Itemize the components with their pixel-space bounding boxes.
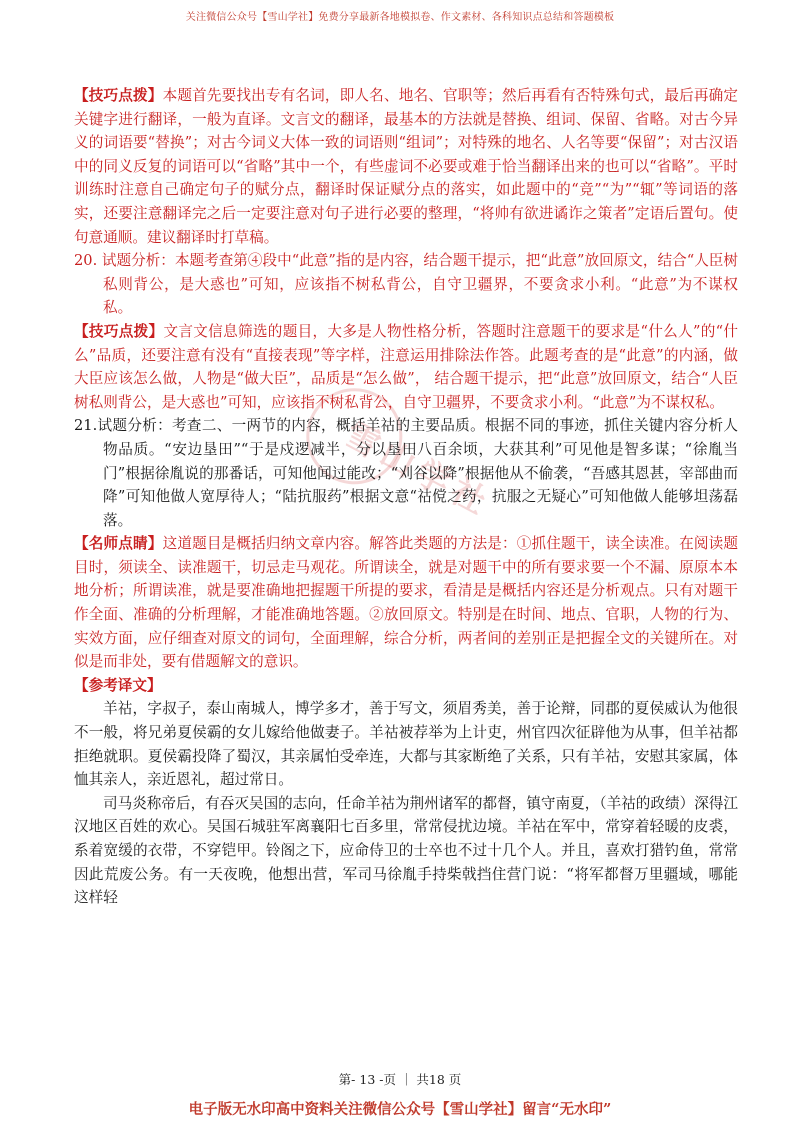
footer-note: 电子版无水印高中资料关注微信公众号【雪山学社】留言“无水印” [188, 1101, 612, 1118]
paragraph-text: 本题首先要找出专有名词，即人名、地名、官职等；然后再看有否特殊句式，最后再确定关键字进行翻译，一般为直译。文言文的翻译，最基本的方法就是替换、组词、保留、省略。对古今异义的词语要“替换”；对古今词义大体一致的词语则“组词”；对特殊的地名、人名等要“保留”；对古汉语中的同义反复的词语可以“省略”其中一个，有些虚词不必要或难于恰当翻译出来的也可以“省略”。平时训练时注意自己确定句子的赋分点，翻译时保证赋分点的落实，如此题中的“竞”“为”“辄”等词语的落实，还要注意翻译完之后一定要注意对句子进行必要的整理，“将帅有欲进谲诈之策者”定语后置句。使句意通顺。建议翻译时打草稿。 [74, 87, 738, 246]
paragraph-text: 羊祜，字叔子，泰山南城人，博学多才，善于写文，须眉秀美，善于论辩，同郡的夏侯威认为他很不一般，将兄弟夏侯霸的女儿嫁给他做妻子。羊祜被荐举为上计吏，州官四次征辟他为从事，但羊祜都拒绝就职。夏侯霸投降了蜀汉，其亲属怕受牵连，大都与其家断绝了关系，只有羊祜，安慰其家属，体恤其亲人，亲近恩礼，超过常日。 [74, 700, 738, 789]
page-header: 关注微信公众号【雪山学社】免费分享最新各地模拟卷、作文素材、各科知识点总结和答题模板 [185, 12, 615, 23]
question-number: 20. 试题分析： [74, 252, 175, 270]
tip-paragraph-info-screening [74, 320, 738, 414]
question-number: 21.试题分析： [74, 417, 173, 435]
tip-paragraph-translation [74, 84, 738, 249]
answer-20-analysis [74, 249, 738, 320]
translation-paragraph-2 [74, 792, 738, 910]
section-tag: 【名师点睛】 [74, 535, 163, 553]
translation-paragraph-1 [74, 697, 738, 791]
page-number: 第- 13 -页 ｜ 共18 页 [338, 1072, 462, 1087]
reference-translation-heading [74, 674, 738, 698]
paragraph-text: 本题考查第④段中“此意”指的是内容，结合题干提示，把“此意”放回原文，结合“人臣树私则背公，是大惑也”可知，应该指不树私背公，自守卫疆界，不要贪求小利。“此意”为不谋权私。 [103, 252, 738, 317]
paragraph-text: 司马炎称帝后，有吞灭吴国的志向，任命羊祜为荆州诸军的都督，镇守南夏，（羊祜的政绩）深得江汉地区百姓的欢心。吴国石城驻军离襄阳七百多里，常常侵扰边境。羊祜在军中，常穿着轻暖的皮裘，系着宽缓的衣带，不穿铠甲。铃阁之下，应命侍卫的士卒也不过十几个人。并且，喜欢打猎钓鱼，常常因此荒废公务。有一天夜晚，他想出营，军司马徐胤手持柴戟挡住营门说：“将军都督万里疆域，哪能这样轻 [74, 794, 738, 907]
section-tag: 【参考译文】 [74, 676, 162, 694]
master-tip-paragraph [74, 532, 738, 674]
section-tag: 【技巧点拨】 [74, 322, 164, 340]
paragraph-text: 文言文信息筛选的题目，大多是人物性格分析，答题时注意题干的要求是“什么人”的“什么”品质，还要注意有没有“直接表现”等字样，注意运用排除法作答。此题考查的是“此意”的内涵，做大臣应该怎么做，人物是“做大臣”，品质是“怎么做”， 结合题干提示，把“此意”放回原文，结合“人臣树私则背公，是大惑也”可知，应该指不树私背公，自守卫疆界，不要贪求小利。“此意”为不谋权私。 [74, 322, 738, 411]
watermark-text: 雪山学社 [337, 414, 498, 526]
answer-21-analysis [74, 414, 738, 532]
section-tag: 【技巧点拨】 [74, 87, 163, 104]
paragraph-text: 考查二、一两节的内容，概括羊祜的主要品质。根据不同的事迹，抓住关键内容分析人物品质。“安边垦田”“于是戍逻减半，分以垦田八百余顷，大获其利”可见他是智多谋；“徐胤当门”根据徐胤说的那番话，可知他闻过能改；“刈谷以降”根据他从不偷袭，“吾感其恩甚，宰部曲而降”可知他做人宽厚待人；“陆抗服药”根据文意“祜傥之药，抗服之无疑心”可知他做人能够坦荡磊落。 [103, 417, 738, 529]
paragraph-text: 这道题目是概括归纳文章内容。解答此类题的方法是：①抓住题干，读全读准。在阅读题目时，须读全、读准题干，切忌走马观花。所谓读全，就是对题干中的所有要求要一个不漏、原原本本地分析；所谓读准，就是要准确地把握题干所提的要求，看清是是概括内容还是分析观点。只有对题干作全面、准确的分析理解，才能准确地答题。②放回原文。特别是在时间、地点、官职，人物的行为、实效方面，应仔细查对原文的词句，全面理解，综合分析，两者间的差别正是把握全文的关键所在。对似是而非处，要有借题解文的意识。 [74, 535, 738, 671]
document-body [74, 84, 738, 910]
